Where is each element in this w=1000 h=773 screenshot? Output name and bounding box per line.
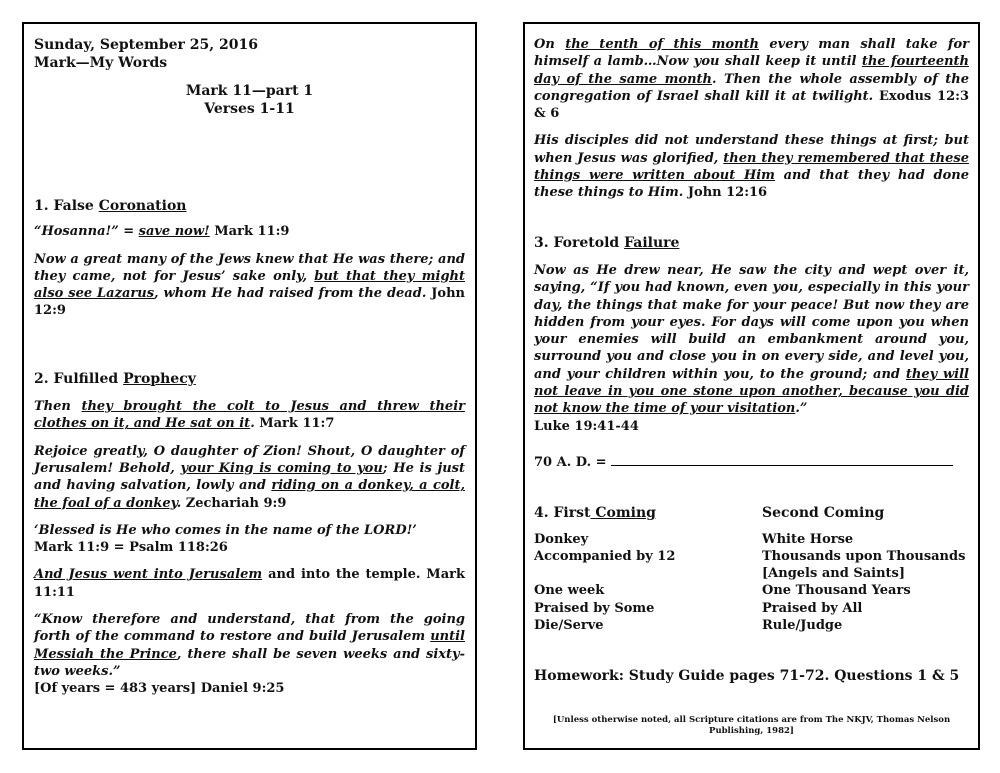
quote-underline: And Jesus went into Jerusalem xyxy=(34,567,263,583)
psalm-ref: Mark 11:9 = Psalm 118:26 xyxy=(34,540,228,556)
section-1-title: Coronation xyxy=(98,198,187,214)
quote-text: On xyxy=(534,37,566,52)
ad-70-label: 70 A. D. = xyxy=(534,454,612,470)
luke-ref: Luke 19:41-44 xyxy=(534,418,639,434)
daniel-quote xyxy=(34,611,465,680)
section-2-title: Prophecy xyxy=(123,370,196,387)
quote-text: . Then the whole assembly of the congregation of Israel shall kill it at twilight. xyxy=(534,71,969,104)
luke-quote xyxy=(534,262,969,418)
mark-11-11-quote xyxy=(34,566,465,601)
quote-underline: they brought the colt to Jesus and threw their clothes on it, and He sat on it xyxy=(34,399,465,432)
homework-line: Homework: Study Guide pages 71-72. Questions 1 & 5 xyxy=(534,668,960,685)
quote-text: and that they had done these things to Him. xyxy=(534,168,969,201)
first-coming-list xyxy=(534,531,762,635)
hosanna-meaning: save now! xyxy=(138,224,210,240)
quote-underline: your King is coming to you xyxy=(180,460,383,476)
hosanna-ref: Mark 11:9 xyxy=(209,224,290,240)
quote-underline: they will not leave in you one stone upon another, because you did not know the time of your visitation xyxy=(534,366,969,417)
comings-header xyxy=(534,505,969,522)
quote-text: . xyxy=(176,495,182,511)
daniel-ref: [Of years = 483 years] Daniel 9:25 xyxy=(34,681,285,697)
mark-11-7-quote xyxy=(34,398,465,433)
hosanna-line xyxy=(34,223,465,240)
series-title: Mark—My Words xyxy=(34,55,168,71)
quote-text: . xyxy=(250,416,255,432)
quote-text: Now as He drew near, He saw the city and wept over it, saying, “If you had known, even you, especially in this your day, the things that make for your peace! But now they are hidden from your eyes. For days will come upon you when your enemies will build an embankment around you, surround you and close you in on every side, and level you, and your children within you, to the ground; and xyxy=(534,262,969,382)
section-3-title: Failure xyxy=(624,234,680,251)
blessed-quote: ‘Blessed is He who comes in the name of the LORD!’ xyxy=(34,522,417,538)
quote-text: Rejoice greatly, O daughter of Zion! Shout, O daughter of Jerusalem! Behold, xyxy=(34,443,465,476)
list-item xyxy=(534,565,762,582)
quote-text: and into the temple. xyxy=(262,567,421,583)
quote-text: , there shall be seven weeks and sixty-two weeks.” xyxy=(34,646,465,679)
date: Sunday, September 25, 2016 xyxy=(34,37,259,53)
ad-70-line xyxy=(534,452,969,471)
section-4-number: 4. First xyxy=(534,505,591,522)
quote-text: Now a great many of the Jews knew that He was there; and they came, not for Jesus’ sake only, xyxy=(34,251,465,284)
list-item: Accompanied by 12 xyxy=(534,548,676,564)
quote-ref: Exodus 12:3 & 6 xyxy=(534,88,969,122)
quote-underline: until Messiah the Prince xyxy=(34,629,465,662)
zechariah-quote xyxy=(34,443,465,512)
quote-underline: then they remembered that these things were written about Him xyxy=(534,150,969,184)
section-3-number: 3. Foretold xyxy=(534,234,625,251)
quote-underline: but that they might also see Lazarus xyxy=(34,268,465,302)
list-item: [Angels and Saints] xyxy=(762,566,905,582)
verses-subtitle: Verses 1-11 xyxy=(204,101,295,117)
list-item: Rule/Judge xyxy=(762,618,843,634)
section-4-title: Coming xyxy=(590,505,656,522)
quote-ref: John 12:9 xyxy=(34,286,465,319)
list-item: Praised by All xyxy=(762,600,863,616)
section-2-heading xyxy=(34,371,465,388)
list-item: White Horse xyxy=(762,531,854,547)
quote-ref: John 12:16 xyxy=(683,185,768,201)
quote-ref: Mark 11:7 xyxy=(254,416,335,432)
list-item: Praised by Some xyxy=(534,600,655,616)
section-3-heading xyxy=(534,235,969,252)
list-item: One week xyxy=(534,583,605,599)
fill-in-blank[interactable] xyxy=(611,452,953,466)
quote-ref: Mark 11:11 xyxy=(34,567,465,600)
citation-footnote: [Unless otherwise noted, all Scripture citations are from The NKJV, Thomas Nelson Publishing, 1982] xyxy=(552,715,951,736)
section-2-number: 2. Fulfilled xyxy=(34,370,124,387)
hosanna-text: “Hosanna!” = xyxy=(34,224,139,240)
list-item: Thousands upon Thousands xyxy=(762,548,966,564)
second-coming-heading: Second Coming xyxy=(762,505,885,522)
quote-underline: riding on a donkey, a colt, the foal of a donkey xyxy=(34,478,466,511)
comings-table xyxy=(534,531,969,635)
right-page xyxy=(523,22,980,750)
list-item: Die/Serve xyxy=(534,618,604,634)
list-item: Donkey xyxy=(534,531,589,547)
quote-text: , whom He had raised from the dead. xyxy=(154,286,427,302)
quote-text: “Know therefore and understand, that from the going forth of the command to restore and build Jerusalem xyxy=(34,612,465,645)
quote-underline: the tenth of this month xyxy=(565,37,759,52)
left-page xyxy=(22,22,477,750)
passage-title: Mark 11—part 1 xyxy=(185,83,314,99)
second-coming-list xyxy=(762,531,969,635)
list-item: One Thousand Years xyxy=(762,583,911,599)
section-1-number: 1. False xyxy=(34,198,99,214)
section-4-heading xyxy=(534,505,762,522)
quote-text: ; He is just and having salvation, lowly and xyxy=(34,460,465,494)
john-12-9-quote xyxy=(34,251,465,320)
quote-text: Then xyxy=(34,399,82,415)
exodus-quote xyxy=(534,36,969,122)
quote-text: every man shall take for himself a lamb…Now you shall keep it until xyxy=(534,37,969,70)
section-1-heading xyxy=(34,198,465,215)
quote-text: His disciples did not understand these things at first; but when Jesus was glorified, xyxy=(534,133,969,166)
quote-ref: Zechariah 9:9 xyxy=(181,495,287,511)
quote-underline: the fourteenth day of the same month xyxy=(534,54,969,87)
john-12-16-quote xyxy=(534,132,969,201)
quote-text: .” xyxy=(795,401,808,417)
